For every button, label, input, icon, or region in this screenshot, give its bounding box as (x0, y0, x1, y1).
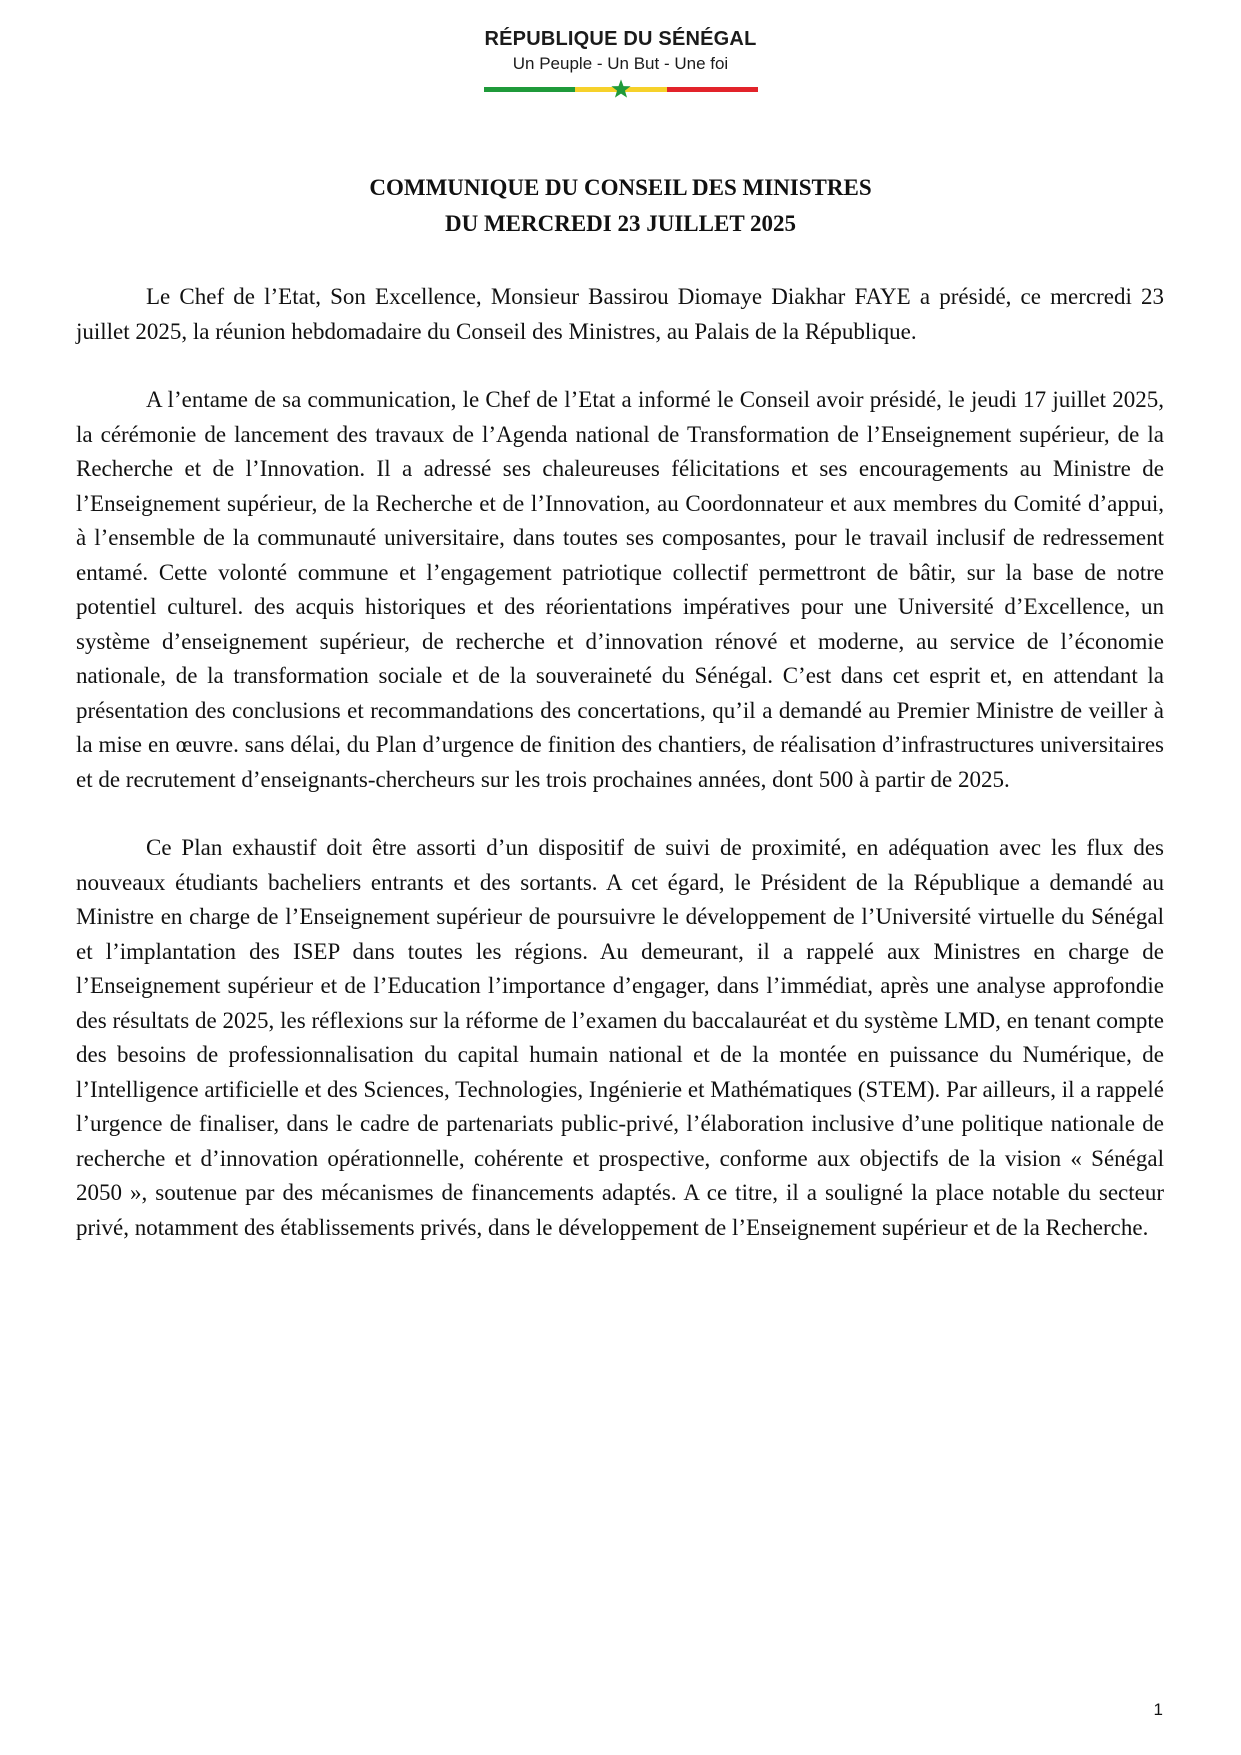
republic-name: RÉPUBLIQUE DU SÉNÉGAL (484, 28, 757, 50)
page-number: 1 (1153, 1700, 1163, 1719)
flag-green-stripe (484, 87, 575, 92)
star-icon (610, 78, 632, 100)
title-line-1: COMMUNIQUE DU CONSEIL DES MINISTRES (369, 175, 872, 200)
paragraph-2: A l’entame de sa communication, le Chef de l’Etat a informé le Conseil avoir présidé, le jeudi 17 juillet 2025, la cérémonie de lancement des travaux de l’Agenda national de Transformation de l’Enseignement supérieur, de la Recherche et de l’Innovation. Il a adressé ses chaleureuses félicitations et ses encouragements au Ministre de l’Enseignement supérieur, de la Recherche et de l’Innovation, au Coordonnateur et aux membres du Comité d’appui, à l’ensemble de la communauté universitaire, dans toutes ses composantes, pour le travail inclusif de redressement entamé. Cette volonté commune et l’engagement patriotique collectif permettront de bâtir, sur la base de notre potentiel culturel. des acquis historiques et des réorientations impératives pour une Université d’Excellence, un système d’enseignement supérieur, de recherche et d’innovation rénové et moderne, au service de l’économie nationale, de la transformation sociale et de la souveraineté du Sénégal. C’est dans cet esprit et, en attendant la présentation des conclusions et recommandations des concertations, qu’il a demandé au Premier Ministre de veiller à la mise en œuvre. sans délai, du Plan d’urgence de finition des chantiers, de réalisation d’infrastructures universitaires et de recrutement d’enseignants-chercheurs sur les trois prochaines années, dont 500 à partir de 2025. (76, 387, 1164, 792)
document-title (0, 170, 1241, 242)
letterhead (0, 26, 1241, 96)
paragraph-1: Le Chef de l’Etat, Son Excellence, Monsieur Bassirou Diomaye Diakhar FAYE a présidé, ce mercredi 23 juillet 2025, la réunion hebdomadaire du Conseil des Ministres, au Palais de la République. (76, 284, 1164, 344)
title-line-2: DU MERCREDI 23 JUILLET 2025 (444, 211, 796, 236)
national-motto: Un Peuple - Un But - Une foi (512, 54, 729, 73)
document-body (76, 280, 1164, 1279)
flag-band (484, 78, 758, 96)
flag-red-stripe (667, 87, 758, 92)
paragraph-3: Ce Plan exhaustif doit être assorti d’un dispositif de suivi de proximité, en adéquation avec les flux des nouveaux étudiants bacheliers entrants et des sortants. A cet égard, le Président de la République a demandé au Ministre en charge de l’Enseignement supérieur de poursuivre le développement de l’Université virtuelle du Sénégal et l’implantation des ISEP dans toutes les régions. Au demeurant, il a rappelé aux Ministres en charge de l’Enseignement supérieur et de l’Education l’importance d’engager, dans l’immédiat, après une analyse approfondie des résultats de 2025, les réflexions sur la réforme de l’examen du baccalauréat et du système LMD, en tenant compte des besoins de professionnalisation du capital humain national et de la montée en puissance du Numérique, de l’Intelligence artificielle et des Sciences, Technologies, Ingénierie et Mathématiques (STEM). Par ailleurs, il a rappelé l’urgence de finaliser, dans le cadre de partenariats public-privé, l’élaboration inclusive d’une politique nationale de recherche et d’innovation opérationnelle, cohérente et prospective, conforme aux objectifs de la vision « Sénégal 2050 », soutenue par des mécanismes de financements adaptés. A ce titre, il a souligné la place notable du secteur privé, notamment des établissements privés, dans le développement de l’Enseignement supérieur et de la Recherche. (76, 835, 1164, 1240)
